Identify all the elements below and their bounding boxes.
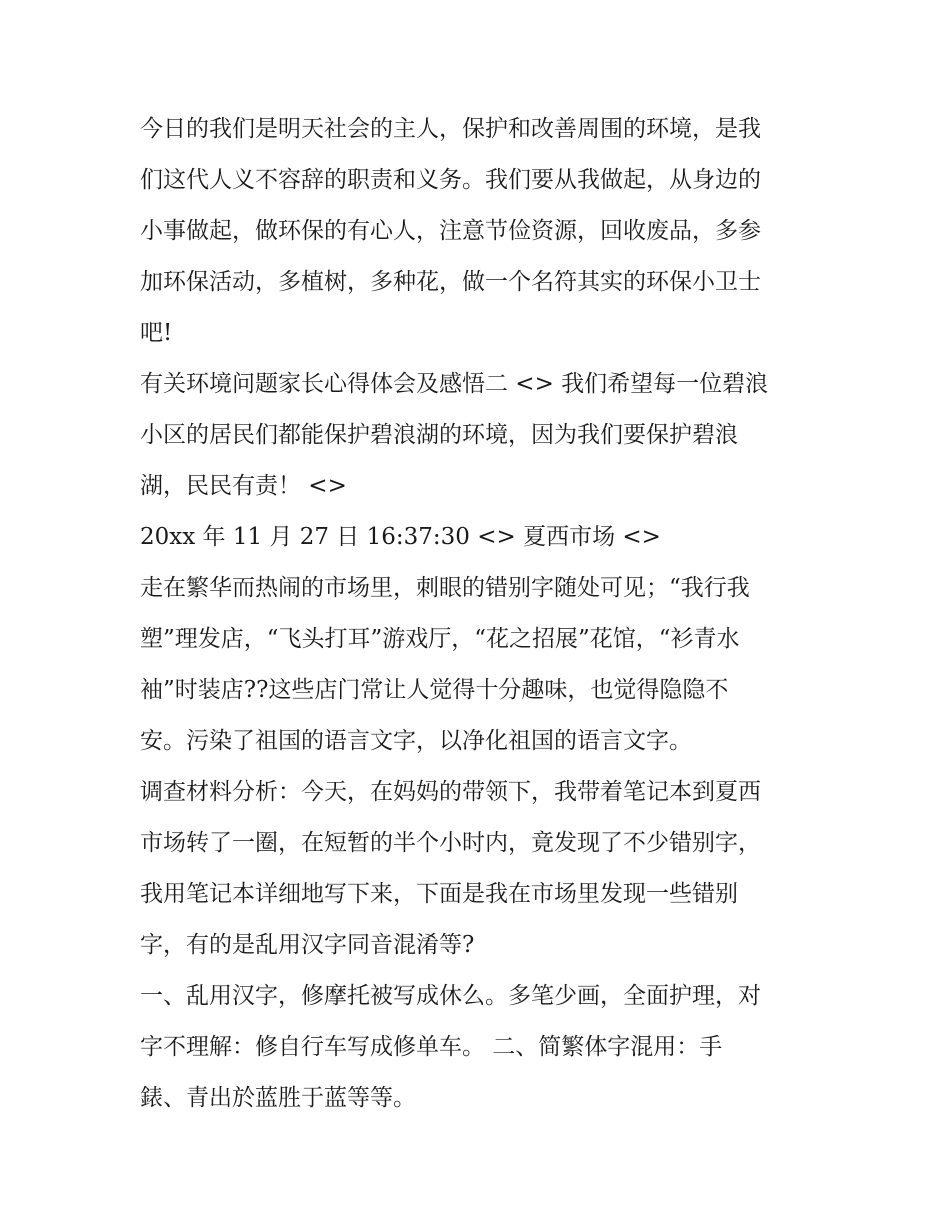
text-line: 湖，民民有责！ <>: [140, 473, 347, 499]
text-line: 市场转了一圈，在短暂的半个小时内，竟发现了不少错别字，: [140, 830, 761, 856]
text-line: 小事做起，做环保的有心人，注意节俭资源，回收废品，多参: [140, 218, 761, 244]
text-line: 小区的居民们都能保护碧浪湖的环境，因为我们要保护碧浪: [140, 422, 738, 448]
text-line: 安。污染了祖国的语言文字，以净化祖国的语言文字。: [140, 728, 692, 754]
text-line: 錶、青出於蓝胜于蓝等等。: [140, 1085, 416, 1111]
text-line: 字不理解：修自行车写成修单车。 二、简繁体字混用：手: [140, 1034, 723, 1060]
text-line: 加环保活动，多植树，多种花，做一个名符其实的环保小卫士: [140, 269, 761, 295]
text-line: 走在繁华而热闹的市场里，刺眼的错别字随处可见；“我行我: [140, 575, 750, 601]
text-line: 今日的我们是明天社会的主人，保护和改善周围的环境，是我: [140, 116, 761, 142]
text-line: 们这代人义不容辞的职责和义务。我们要从我做起，从身边的: [140, 167, 761, 193]
text-line: 我用笔记本详细地写下来，下面是我在市场里发现一些错别: [140, 881, 738, 907]
text-line: 袖”时装店??这些店门常让人觉得十分趣味，也觉得隐隐不: [140, 677, 729, 703]
text-line: 吧!: [140, 320, 173, 346]
text-line: 塑”理发店，“飞头打耳”游戏厅，“花之招展”花馆，“衫青水: [140, 626, 740, 652]
text-line: 一、乱用汉字，修摩托被写成休么。多笔少画，全面护理，对: [140, 983, 761, 1009]
text-line: 有关环境问题家长心得体会及感悟二 <> 我们希望每一位碧浪: [140, 371, 769, 397]
text-line: 调查材料分析：今天，在妈妈的带领下，我带着笔记本到夏西: [140, 779, 761, 805]
text-line: 字，有的是乱用汉字同音混淆等?: [140, 932, 475, 958]
document-body: [140, 104, 820, 1124]
text-line: 20xx 年 11 月 27 日 16:37:30 <> 夏西市场 <>: [140, 524, 661, 550]
